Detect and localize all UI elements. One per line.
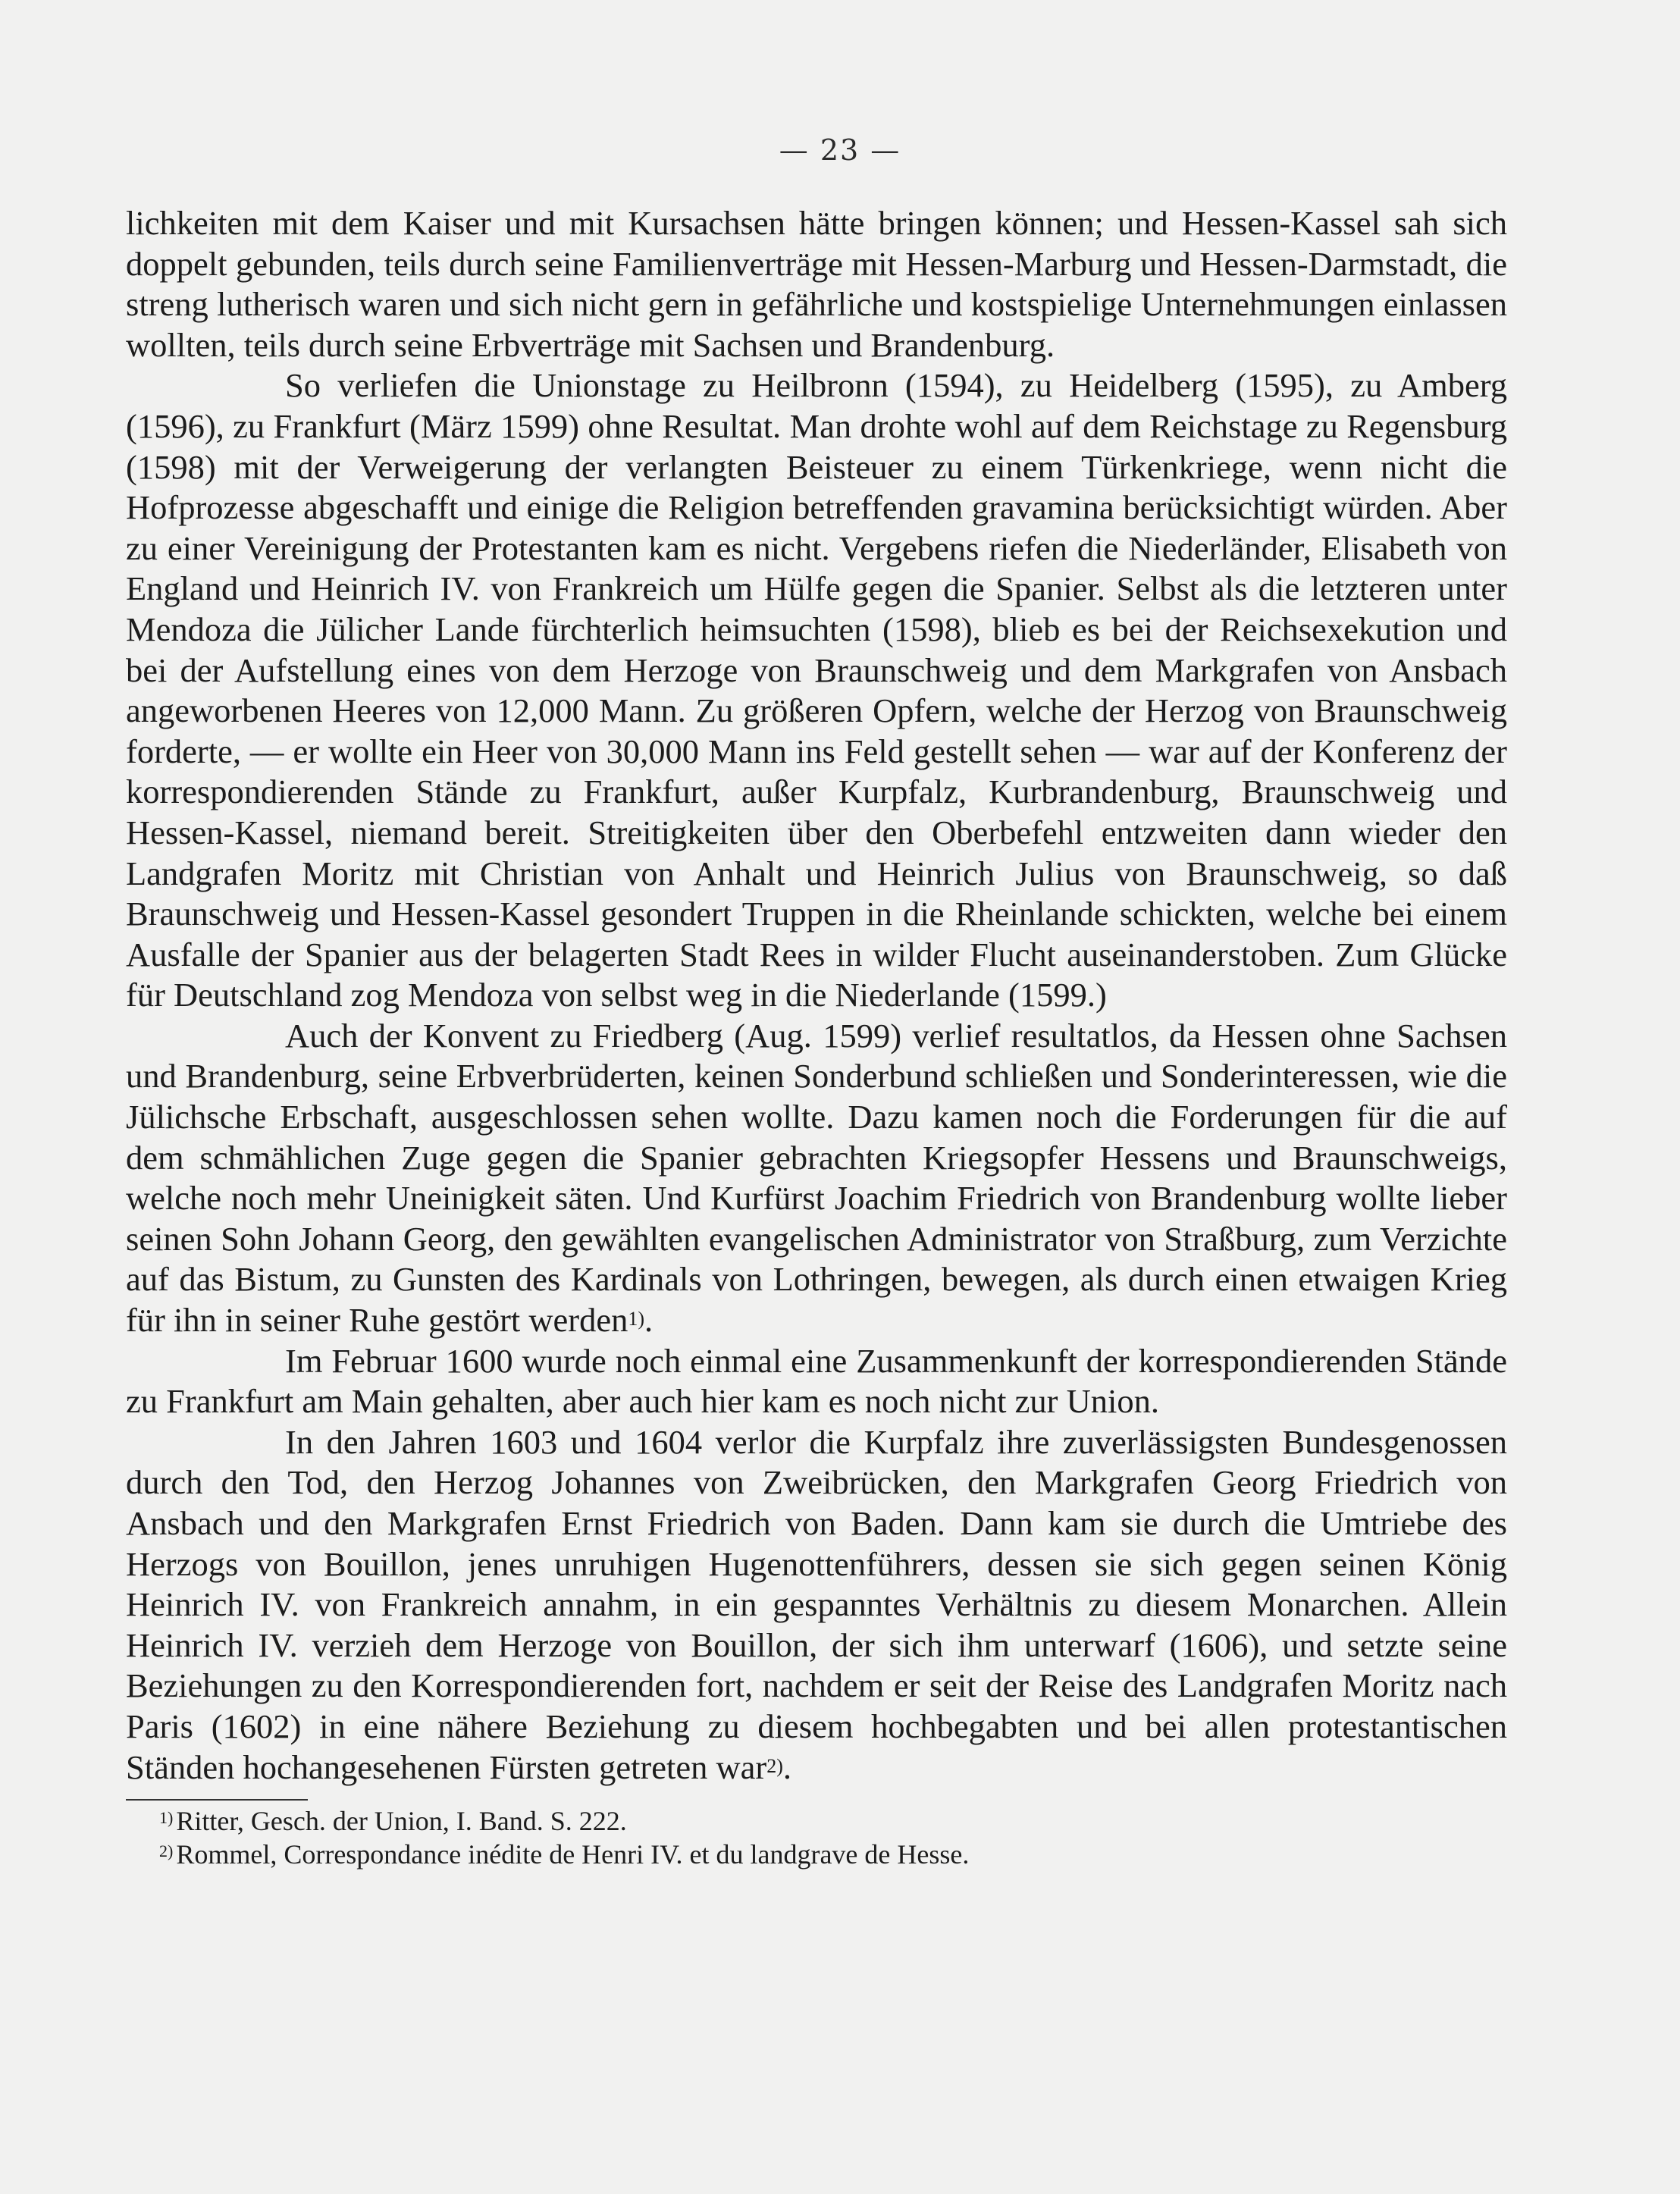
- paragraph-4: Im Februar 1600 wurde noch einmal eine Zusammenkunft der korrespondierenden Stände zu Frankfurt am Main gehalten, aber auch hier kam es noch nicht zur Union.: [126, 1341, 1507, 1421]
- footnote-1-marker: 1): [159, 1808, 174, 1827]
- paragraph-2: So verliefen die Unionstage zu Heilbronn (1594), zu Heidelberg (1595), zu Amberg (1596), zu Frankfurt (März 1599) ohne Resultat. Man drohte wohl auf dem Reichstage zu Regensburg (1598) mit der Verweigerung der verlangten Beisteuer zu einem Türkenkriege, wenn nicht die Hofprozesse abgeschafft und einige die Religion betreffenden gravamina berücksichtigt würden. Aber zu einer Vereinigung der Protestanten kam es nicht. Vergebens riefen die Niederländer, Elisabeth von England und Heinrich IV. von Frankreich um Hülfe gegen die Spanier. Selbst als die letzteren unter Mendoza die Jülicher Lande fürchterlich heimsuchten (1598), blieb es bei der Reichsexekution und bei der Aufstellung eines von dem Herzoge von Braunschweig und dem Markgrafen von Ansbach angeworbenen Heeres von 12,000 Mann. Zu größeren Opfern, welche der Herzog von Braunschweig forderte, — er wollte ein Heer von 30,000 Mann ins Feld gestellt sehen — war auf der Konferenz der korrespondierenden Stände zu Frankfurt, außer Kurpfalz, Kurbrandenburg, Braunschweig und Hessen-Kassel, niemand bereit. Streitigkeiten über den Oberbefehl entzweiten dann wieder den Landgrafen Moritz mit Christian von Anhalt und Heinrich Julius von Braunschweig, so daß Braunschweig und Hessen-Kassel gesondert Truppen in die Rheinlande schickten, welche bei einem Ausfalle der Spanier aus der belagerten Stadt Rees in wilder Flucht auseinanderstoben. Zum Glücke für Deutschland zog Mendoza von selbst weg in die Niederlande (1599.): [126, 366, 1507, 1014]
- paragraph-5: [126, 1422, 1507, 1788]
- footnote-separator: [126, 1798, 308, 1801]
- footnote-1-text: Ritter, Gesch. der Union, I. Band. S. 222.: [176, 1806, 627, 1836]
- paragraph-3: [126, 1016, 1507, 1341]
- footnote-ref-2[interactable]: 2): [766, 1754, 783, 1777]
- footnote-ref-1[interactable]: 1): [628, 1308, 645, 1331]
- footnotes: [126, 1804, 1507, 1871]
- footnote-2-marker: 2): [159, 1841, 174, 1860]
- footnote-2-text: Rommel, Correspondance inédite de Henri IV. et du landgrave de Hesse.: [176, 1839, 970, 1870]
- paragraph-5-text: In den Jahren 1603 und 1604 verlor die Kurpfalz ihre zuverlässigsten Bundesgenossen durch den Tod, den Herzog Johannes von Zweibrücken, den Markgrafen Georg Friedrich von Ansbach und den Markgrafen Ernst Friedrich von Baden. Dann kam sie durch die Umtriebe des Herzogs von Bouillon, jenes unruhigen Hugenottenführers, dessen sie sich gegen seinen König Heinrich IV. von Frankreich annahm, in ein gespanntes Verhältnis zu diesem Monarchen. Allein Heinrich IV. verzieh dem Herzoge von Bouillon, der sich ihm unterwarf (1606), und setzte seine Beziehungen zu den Korrespondierenden fort, nachdem er seit der Reise des Landgrafen Moritz nach Paris (1602) in eine nähere Beziehung zu diesem hochbegabten und bei allen protestantischen Ständen hochangesehenen Fürsten getreten war: [126, 1422, 1507, 1786]
- page-number: — 23 —: [779, 133, 901, 167]
- body-text: [126, 203, 1507, 1788]
- paragraph-3-text: Auch der Konvent zu Friedberg (Aug. 1599) verlief resultatlos, da Hessen ohne Sachsen und Brandenburg, seine Erbverbrüderten, keinen Sonderbund schließen und Sonderinteressen, wie die Jülichsche Erbschaft, ausgeschlossen sehen wollte. Dazu kamen noch die Forderungen für die auf dem schmählichen Zuge gegen die Spanier gebrachten Kriegsopfer Hessens und Braunschweigs, welche noch mehr Uneinigkeit säten. Und Kurfürst Joachim Friedrich von Brandenburg wollte lieber seinen Sohn Johann Georg, den gewählten evangelischen Administrator von Straßburg, zum Verzichte auf das Bistum, zu Gunsten des Kardinals von Lothringen, bewegen, als durch einen etwaigen Krieg für ihn in seiner Ruhe gestört werden: [126, 1016, 1507, 1340]
- paragraph-1: lichkeiten mit dem Kaiser und mit Kursachsen hätte bringen können; und Hessen-Kassel sah sich doppelt gebunden, teils durch seine Familienverträge mit Hessen-Marburg und Hessen-Darmstadt, die streng lutherisch waren und sich nicht gern in gefährliche und kostspielige Unternehmungen einlassen wollten, teils durch seine Erbverträge mit Sachsen und Brandenburg.: [126, 204, 1507, 364]
- footnote-1: [126, 1804, 1507, 1838]
- paragraph-5-tail: .: [782, 1747, 791, 1786]
- paragraph-3-tail: .: [644, 1301, 654, 1340]
- footnote-2: [126, 1838, 1507, 1871]
